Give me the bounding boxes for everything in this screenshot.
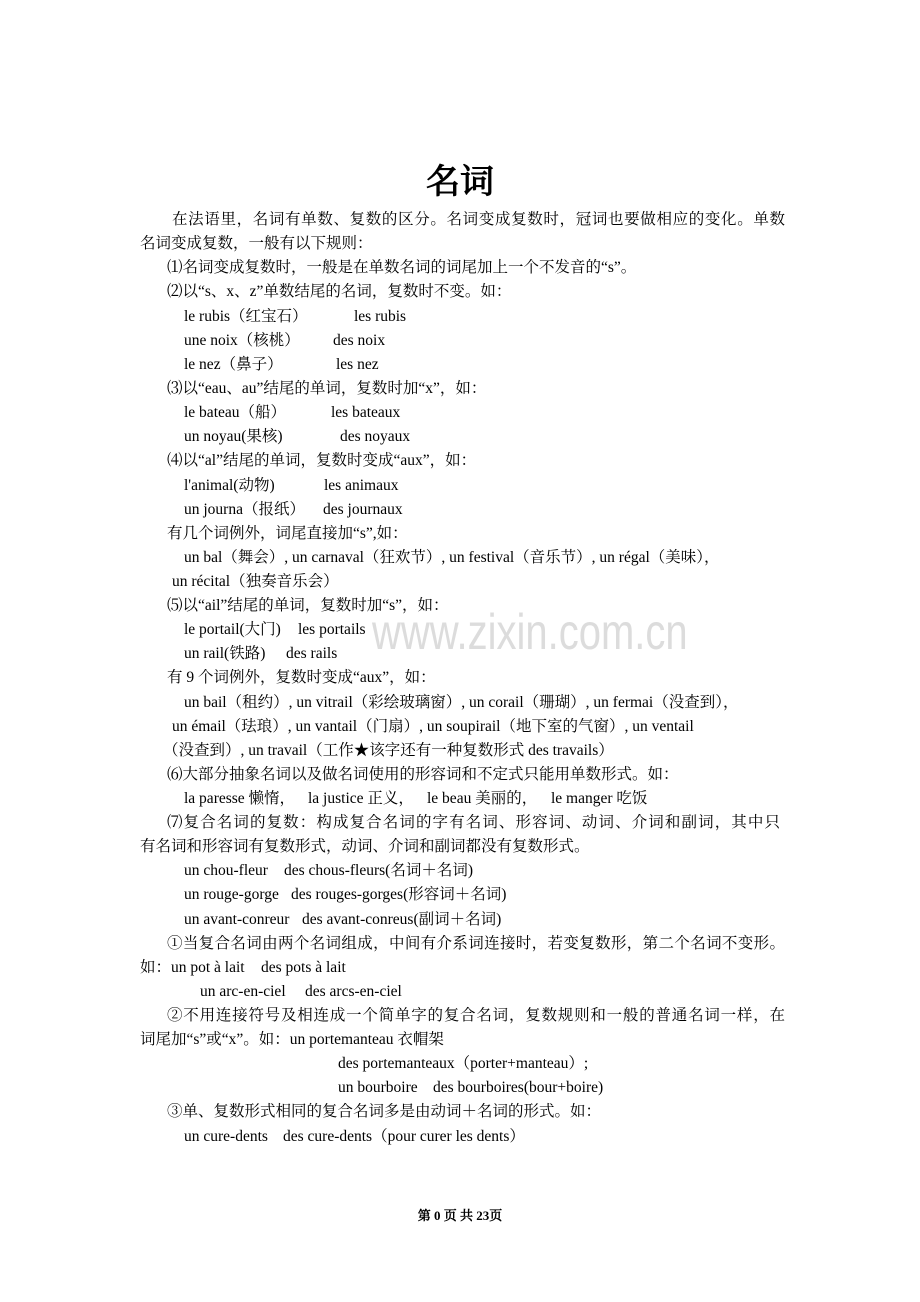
rule-4-exceptions-line-1: un bal（舞会）, un carnaval（狂欢节）, un festival（音乐节）, un régal（美味）， [184,549,720,566]
example-singular: un arc-en-ciel [200,983,286,1000]
rule-7-line-1: ⑺复合名词的复数：构成复合名词的字有名词、形容词、动词、介词和副词，其中只 [167,814,780,831]
example-singular: un journa（报纸） [184,501,305,518]
rule-1: ⑴名词变成复数时，一般是在单数名词的词尾加上一个不发音的“s”。 [167,259,637,276]
rule-2-heading: ⑵以“s、x、z”单数结尾的名词，复数时不变。如： [167,283,512,300]
intro-line-2: 名词变成复数，一般有以下规则： [140,235,373,252]
example-plural: les rubis [354,308,407,325]
example-singular: un bourboire [338,1079,418,1096]
rule-5-heading: ⑸以“ail”结尾的单词，复数时加“s”，如： [167,597,449,614]
example-plural: des pots à lait [261,959,346,976]
rule-6-example: la paresse 懒惰， [184,790,296,807]
example-plural: des avant-conreus(副词＋名词) [302,911,502,928]
example-singular: le nez（鼻子） [184,356,283,373]
example-plural: des rails [286,645,338,662]
page-footer: 第 0 页 共 23页 [417,1208,503,1223]
rule-7-sub-3: ③单、复数形式相同的复合名词多是由动词＋名词的形式。如： [167,1103,602,1120]
example-plural: des rouges-gorges(形容词＋名词) [291,886,507,903]
rule-5-exceptions-line-1: un bail（租约）, un vitrail（彩绘玻璃窗）, un corail（珊瑚）, un fermai（没查到）， [184,694,739,711]
rule-4-heading: ⑷以“al”结尾的单词，复数时变成“aux”，如： [167,452,477,469]
example-plural: des noyaux [340,428,411,445]
example-plural: les portails [298,621,366,638]
example-singular: 如：un pot à lait [140,959,245,976]
example-singular: un avant-conreur [184,911,290,928]
rule-4-exceptions-line-2: un récital（独奏音乐会） [172,573,339,590]
example-singular: une noix（核桃） [184,332,300,349]
intro-line-1: 在法语里，名词有单数、复数的区分。名词变成复数时，冠词也要做相应的变化。单数 [172,211,785,228]
rule-4-exception-heading: 有几个词例外，词尾直接加“s”,如： [167,525,408,542]
rule-6-example: le manger 吃饭 [551,790,648,807]
rule-5-exception-heading: 有 9 个词例外，复数时变成“aux”，如： [167,669,436,686]
example-plural: les nez [336,356,379,373]
example-plural: les animaux [324,477,399,494]
example-plural: des portemanteaux（porter+manteau）; [338,1055,589,1072]
example-plural: des chous-fleurs(名词＋名词) [284,862,473,879]
rule-7-sub-1: ①当复合名词由两个名词组成，中间有介系词连接时，若变复数形，第二个名词不变形。 [167,935,785,952]
example-plural: des bourboires(bour+boire) [433,1079,604,1096]
example-singular: un noyau(果核) [184,428,283,445]
example-plural: des cure-dents（pour curer les dents） [283,1128,525,1145]
rule-6-example: le beau 美丽的， [427,790,538,807]
example-plural: les bateaux [331,404,401,421]
rule-7-line-2: 有名词和形容词有复数形式，动词、介词和副词都没有复数形式。 [140,838,590,855]
example-singular: un chou-fleur [184,862,268,879]
rule-5-exceptions-line-2: un émail（珐琅）, un vantail（门扇）, un soupirail（地下室的气窗）, un ventail [172,718,694,735]
example-singular: un cure-dents [184,1128,268,1145]
rule-7-sub-2-line-2: 词尾加“s”或“x”。如：un portemanteau 衣帽架 [140,1031,444,1048]
rule-5-exceptions-line-3: （没查到）, un travail（工作★该字还有一种复数形式 des travails） [163,742,614,759]
example-singular: le portail(大门) [184,621,281,638]
page-title: 名词 [426,164,494,201]
example-singular: le rubis（红宝石） [184,308,308,325]
example-singular: l'animal(动物) [184,477,275,494]
rule-7-sub-2-line-1: ②不用连接符号及相连成一个简单字的复合名词，复数规则和一般的普通名词一样，在 [167,1007,785,1024]
example-plural: des arcs-en-ciel [305,983,402,1000]
rule-3-heading: ⑶以“eau、au”结尾的单词，复数时加“x”，如： [167,380,487,397]
watermark: www.zixin.com.cn [372,605,688,661]
example-singular: un rail(铁路) [184,645,266,662]
example-plural: des noix [333,332,386,349]
example-plural: des journaux [323,501,403,518]
example-singular: le bateau（船） [184,404,287,421]
rule-6-example: la justice 正义， [308,790,414,807]
rule-6-heading: ⑹大部分抽象名词以及做名词使用的形容词和不定式只能用单数形式。如： [167,766,679,783]
example-singular: un rouge-gorge [184,886,279,903]
